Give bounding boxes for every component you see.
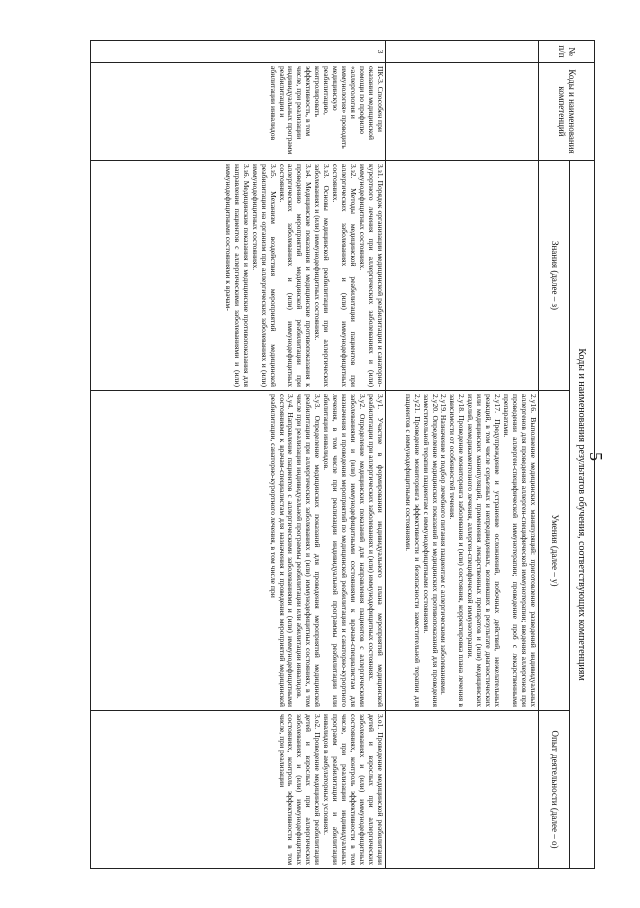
cont-codes-cell xyxy=(386,63,539,161)
competency-description: ПК-3. Способен при оказании медицинской помощи по профилю «аллергология и иммунология» проводить медицинскую реабилитацию, контролировать эффективность, в том числе, при реализации индивидуальных программ реабилитации и абилитации инвалидов xyxy=(91,63,386,161)
skill-entry: 3.у1. Участие в формировании индивидуального плана мероприятий медицинской реабилитации при аллергических заболеваниях и (или) иммунодефицитных состояниях. xyxy=(367,394,385,707)
header-knowledge: Знания (далее – з) xyxy=(539,161,570,391)
header-codes: Коды и наименования компетенций xyxy=(539,63,595,161)
knowledge-entry: 3.з3. Основы медицинской реабилитации при аллергических заболеваниях и (или) иммунодефицитных состояниях. xyxy=(313,164,332,387)
cont-number-cell xyxy=(386,41,539,63)
skill-entry: 2.у19. Назначение и подбор лечебного питания пациентам с аллергическими заболеваниями. xyxy=(439,394,449,695)
skill-entry: 3.у2. Определение медицинских показаний для направления пациентов с аллергическими заболеваниями и (или) иммунодефицитными состояниями к врачам-специалистам для назначения и проведения мероприятий по медицинской реабилитации и санаторно-курортного лечения, в том числе при реализации индивидуальной программы реабилитации или абилитации инвалидов. xyxy=(322,394,368,707)
cont-knowledge-cell xyxy=(386,161,539,391)
skill-entry: 3.у3. Определение медицинских показаний для проведения мероприятий медицинской реабилитации при аллергических заболеваниях и (или) иммунодефицитных состояниях, в том числе при реализации индивидуальной программы реабилитации или абилитации инвалидов. xyxy=(295,394,323,707)
skill-entry: 2.у18. Проведение мониторинга заболевания и (или) состояния, корректировка плана лечения в зависимости от особенностей течения. xyxy=(448,394,467,707)
knowledge-entry: 3.з6. Медицинские показания и медицинские противопоказания для направления пациентов с аллергическими заболеваниями и (или) иммунодефицитными состояниями к врачам- xyxy=(223,164,251,387)
skills-cell xyxy=(91,391,386,711)
experience-entry: 3.о1. Проведение медицинской реабилитации детей и взрослых при аллергических заболеваниях и (или) иммунодефицитных состояниях, контроль эффективности в том числе, при реализации индивидуальных программ реабилитации и абилитации инвалидов в амбулаторных условиях. xyxy=(322,714,385,865)
skill-entry: 2.у16. Выполнение медицинских манипуляций: приготовление разведений индивидуальных аллергенов для проведения аллерген-специфической иммунотерапии; введения аллергенов при проведении аллерген-специфической иммунотерапии; проведение проб с лекарственными препаратами. xyxy=(502,394,538,707)
header-skills: Умения (далее – у) xyxy=(539,391,570,711)
header-experience: Опыт деятельности (далее – о) xyxy=(539,711,570,869)
competency-table xyxy=(90,40,595,869)
skill-entry: 2.у20. Определение медицинских показаний и медицинских противопоказаний для проведения заместительной терапии пациентам с иммунодефицитными состояниями. xyxy=(421,394,440,707)
cont-experience-cell xyxy=(386,711,539,869)
header-number: № п/п xyxy=(539,41,595,63)
skill-entry: 2.у21. Проведение мониторинга эффективности и безопасности заместительной терапии для пациентов с иммунодефицитными состояниями. xyxy=(403,394,422,707)
cont-skills-cell xyxy=(386,391,539,711)
skill-entry: 3.у4. Направление пациентов с аллергическими заболеваниями и (или) иммунодефицитными состояниями к врачам-специалистам для назначения и проведения мероприятий медицинской реабилитации, санаторно-курортного лечения, в том числе при xyxy=(268,394,296,707)
page-number: 5 xyxy=(586,452,606,461)
rotated-page-content xyxy=(90,40,595,868)
knowledge-entry: 3.з1. Порядок организации медицинской реабилитации и санаторно-курортного лечения при аллергических заболеваниях и (или) иммунодефицитных состояниях. xyxy=(358,164,385,387)
header-group-title: Коды и наименования результатов обучения, соответствующих компетенциям xyxy=(570,161,595,869)
experience-entry: 3.о2. Проведение медицинской реабилитации детей и взрослых при аллергических заболеваниях и (или) иммунодефицитных состояниях, контроль эффективности в том числе, при реализации xyxy=(277,714,323,865)
knowledge-entry: 3.з5. Механизм воздействия мероприятий медицинской реабилитации на организм при аллергических заболеваниях и (или) иммунодефицитных состояниях. xyxy=(250,164,278,387)
skill-entry: 2.у17. Предупреждение и устранение осложнений, побочных действий, нежелательных реакций, в том числе серьезных и непредвиденных, возникших в результате диагностических или медицинских манипуляций, применения лекарственных препаратов и (или) медицинских изделий, немедикаментозного лечения, аллерген-специфической иммунотерапии. xyxy=(466,394,503,707)
row-number: 3 xyxy=(91,41,386,63)
experience-cell xyxy=(91,711,386,869)
knowledge-entry: 3.з2. Методы медицинской реабилитации пациентов при аллергических заболеваниях и (или) иммунодефицитных состояниях. xyxy=(331,164,359,387)
knowledge-cell xyxy=(91,161,386,391)
knowledge-entry: 3.з4. Медицинские показания и медицинские противопоказания к проведению мероприятий медицинской реабилитации при аллергических заболеваниях и (или) иммунодефицитных состояниях. xyxy=(277,164,314,387)
